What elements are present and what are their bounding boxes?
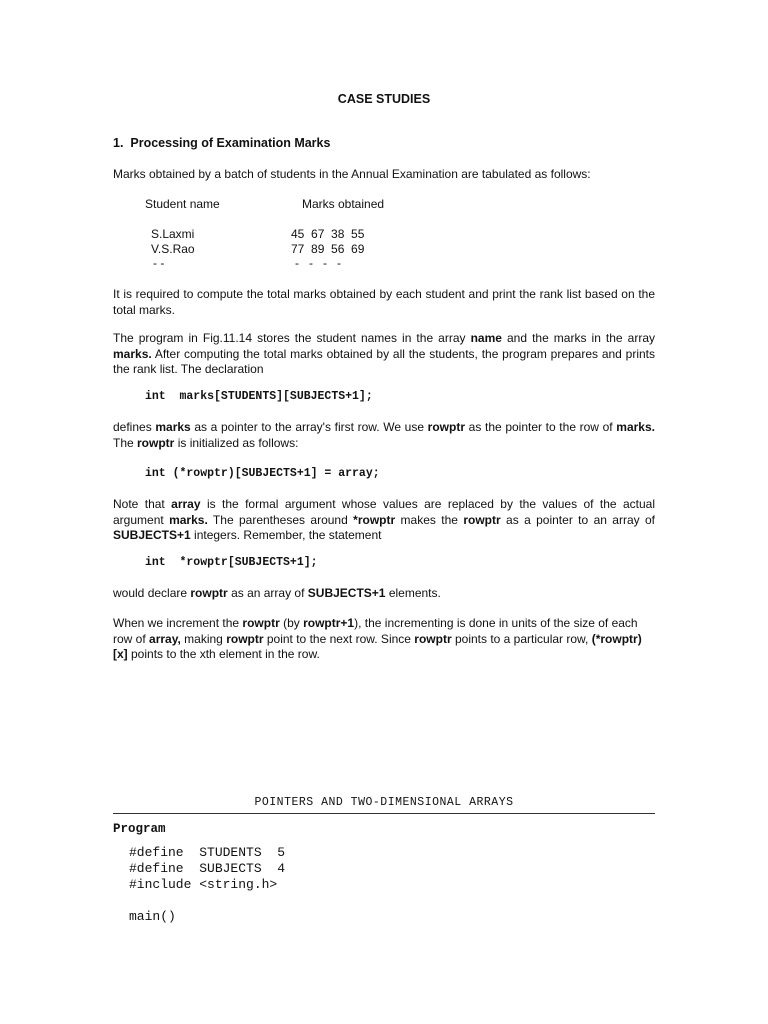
paragraph-requirement: It is required to compute the total marks obtained by each student and print the rank list based on the total marks. [113, 287, 655, 317]
paragraph-program-description: The program in Fig.11.14 stores the student names in the array name and the marks in the array marks. After computing the total marks obtained by all the students, the program prepares and prints the rank list. The declaration [113, 331, 656, 376]
intro-paragraph: Marks obtained by a batch of students in the Annual Examination are tabulated as follows: [113, 167, 591, 181]
code-line: #define SUBJECTS 4 [129, 861, 286, 876]
page-title: CASE STUDIES [337, 92, 431, 106]
table-row-name: V.S.Rao [151, 242, 195, 256]
program-heading-rule [113, 813, 655, 814]
code-line: main() [129, 909, 176, 924]
program-label: Program [113, 822, 166, 836]
paragraph-note-array: Note that array is the formal argument whose values are replaced by the values of the actual argument marks. The parentheses around *rowptr makes the rowptr as a pointer to an array of SUBJECTS+1 integers. Remember, the statement [113, 497, 656, 542]
table-row-marks: 77 89 56 69 [291, 242, 365, 256]
table-header-marks: Marks obtained [302, 197, 385, 211]
code-rowptr-array: int *rowptr[SUBJECTS+1]; [145, 556, 318, 569]
paragraph-would-declare: would declare rowptr as an array of SUBJECTS+1 elements. [113, 586, 441, 600]
program-heading: POINTERS AND TWO-DIMENSIONAL ARRAYS [254, 796, 514, 809]
section-number: 1. [113, 136, 124, 150]
table-row-name: - - [153, 256, 165, 265]
code-line: #include <string.h> [129, 877, 278, 892]
code-declaration-marks: int marks[STUDENTS][SUBJECTS+1]; [145, 390, 373, 403]
section-heading [113, 136, 330, 150]
code-line: #define STUDENTS 5 [129, 845, 286, 860]
table-header-student-name: Student name [145, 197, 220, 211]
section-title: Processing of Examination Marks [130, 136, 331, 150]
paragraph-defines-marks: defines marks as a pointer to the array's first row. We use rowptr as the pointer to the row of marks. The rowptr is initialized as follows: [113, 420, 655, 450]
table-row-marks: - - - - [295, 256, 341, 265]
code-rowptr-init: int (*rowptr)[SUBJECTS+1] = array; [145, 467, 380, 480]
table-row-name: S.Laxmi [151, 227, 195, 241]
table-row-marks: 45 67 38 55 [291, 227, 365, 241]
paragraph-increment: When we increment the rowptr (by rowptr+1), the incrementing is done in units of the size of each row of array, making rowptr point to the next row. Since rowptr points to a particular row, (*rowptr)[x] points to the xth element in the row. [113, 616, 642, 661]
